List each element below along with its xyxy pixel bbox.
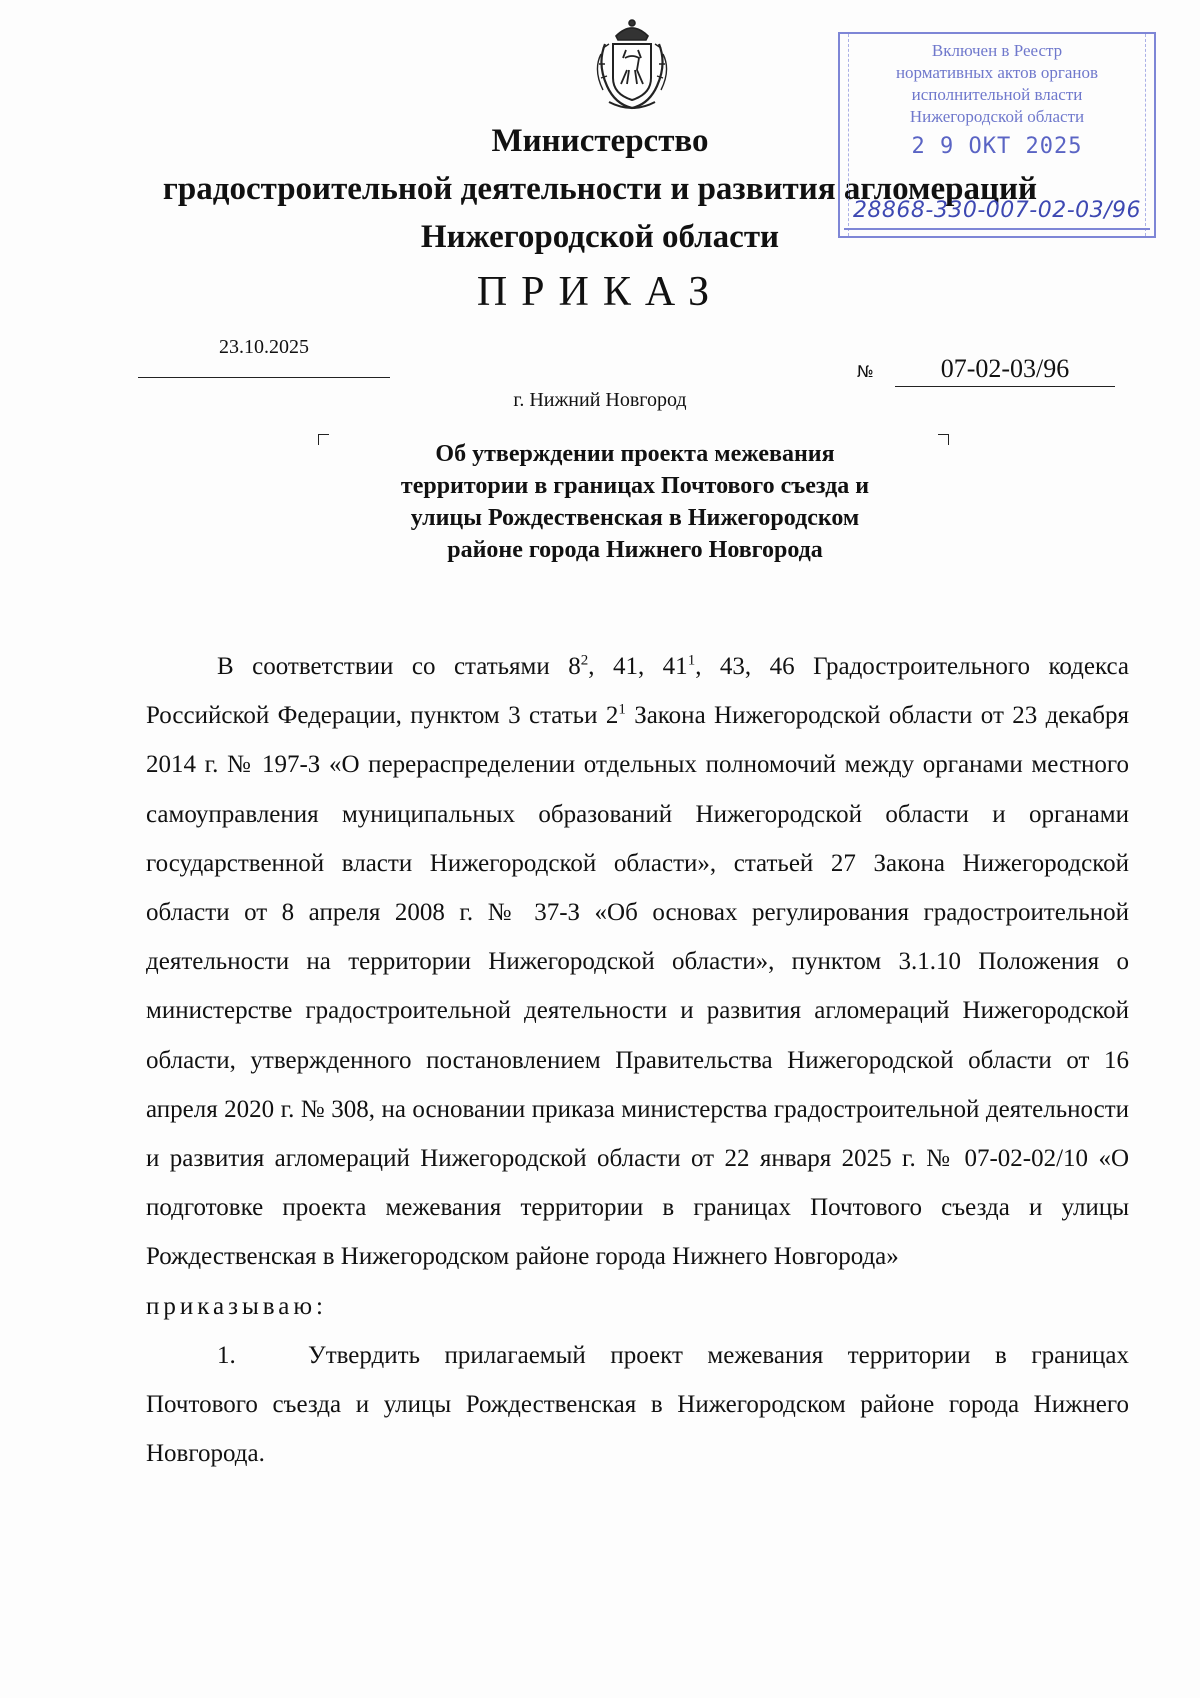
ministry-line: Нижегородской области: [420, 219, 780, 255]
order-item: [146, 1331, 1129, 1479]
order-body: [146, 642, 1129, 1478]
preamble-text: Закона Нижегородской области от 23 декабря 2014 г. № 197-З «О перераспределении отдельных полномочий между органами местного самоуправления муниципальных образований Нижегородской области и органами государственной власти Нижегородской области», статьей 27 Закона Нижегородской области от 8 апреля 2008 г. № 37-З «Об основах регулирования градостроительной деятельности на территории Нижегородской области», пунктом 3.1.10 Положения о министерстве градостроительной деятельности и развития агломераций Нижегородской области, утвержденного постановлением Правительства Нижегородской области от 16 апреля 2020 г. № 308, на основании приказа министерства градостроительной деятельности и развития агломераций Нижегородской области от 22 января 2025 г. № 07-02-02/10 «О подготовке проекта межевания территории в границах Почтового съезда и улицы Рождественская в Нижегородском районе города Нижнего Новгорода»: [146, 702, 1129, 1271]
stamp-line: Нижегородской области: [909, 107, 1085, 126]
registry-stamp: [838, 32, 1156, 238]
preamble-text: , 41, 41: [588, 653, 688, 680]
item-text: Утвердить прилагаемый проект межевания территории в границах Почтового съезда и улицы Рождественская в Нижегородском районе города Нижнего Новгорода.: [146, 1341, 1129, 1468]
superscript: 1: [618, 701, 626, 718]
superscript: 1: [687, 652, 696, 669]
stamp-registration-number: 28868-330-007-02-03/96: [844, 194, 1150, 230]
document-type: ПРИКАЗ: [476, 269, 724, 315]
order-date: 23.10.2025: [138, 336, 390, 378]
order-subject: [340, 438, 930, 566]
subject-corner-right: [938, 434, 949, 445]
subject-line: Об утверждении проекта межевания: [435, 441, 835, 467]
city: г. Нижний Новгород: [513, 389, 687, 411]
stamp-line: исполнительной власти: [911, 85, 1083, 104]
subject-corner-left: [318, 434, 329, 445]
preamble-text: В соответствии со статьями 8: [217, 653, 581, 680]
stamp-date: 2 9 ОКТ 2025: [911, 134, 1083, 159]
subject-line: территории в границах Почтового съезда и: [400, 473, 870, 499]
ministry-line: Министерство: [491, 123, 709, 159]
subject-line: улицы Рождественская в Нижегородском: [410, 505, 860, 531]
preamble-text: , 43, 46 Градостроительного кодекса Российской Федерации, пунктом 3 статьи 2: [146, 653, 1129, 730]
superscript: 2: [580, 652, 589, 669]
subject-line: районе города Нижнего Новгорода: [447, 537, 823, 563]
preamble-paragraph: [146, 642, 1129, 1282]
stamp-line: Включен в Реестр: [931, 41, 1063, 60]
item-number: 1.: [217, 1341, 236, 1369]
order-number: 07-02-03/96: [895, 352, 1115, 387]
orders-word: приказываю:: [146, 1292, 327, 1320]
stamp-line: нормативных актов органов: [895, 63, 1099, 82]
ministry-line: градостроительной деятельности и развития агломераций: [162, 171, 1038, 207]
coat-of-arms-icon: [583, 14, 681, 114]
number-label: №: [857, 362, 874, 381]
